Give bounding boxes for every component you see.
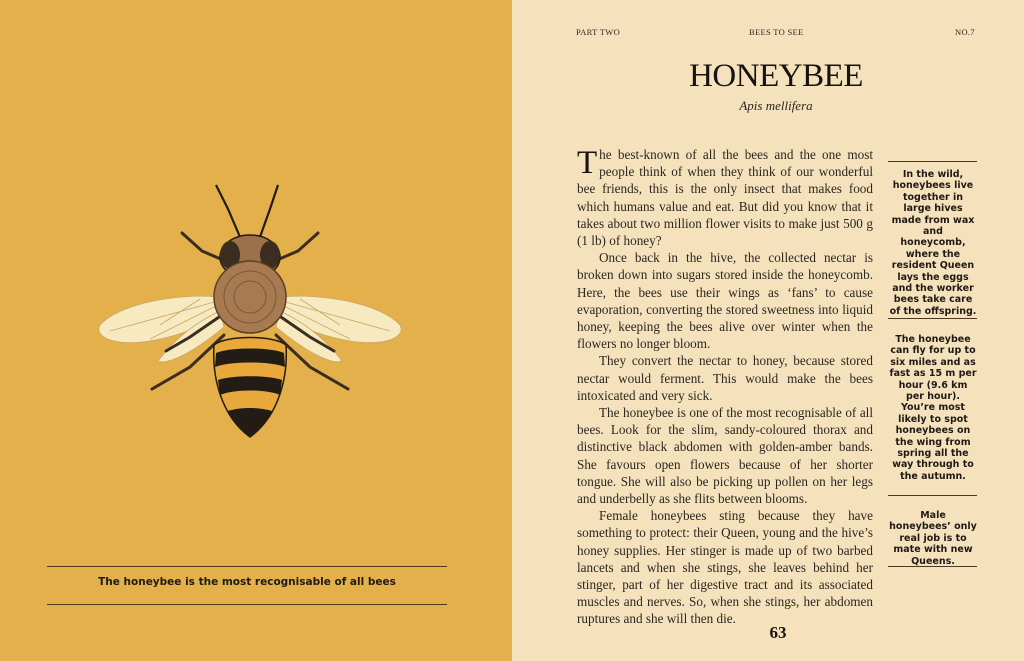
side-note-1: In the wild, honeybees live together in large hives made from wax and honeycomb, where the resident Queen lays the eggs and the worker bees take care of the offspring. <box>889 169 977 317</box>
antenna-right <box>260 185 278 237</box>
paragraph-2: Once back in the hive, the collected nectar is broken down into sugars stored inside the honeycomb. Here, the bees use their wings as ‘fans’ to cause evaporation, converting the stored sweetness into liquid honey, keeping the bees alive over winter when the flowers no longer bloom. <box>577 250 873 352</box>
page-number: 63 <box>769 623 787 642</box>
caption-rule-top <box>47 566 447 567</box>
drop-cap: T <box>577 145 598 181</box>
side-note-3: Male honeybees’ only real job is to mate with new Queens. <box>889 510 977 567</box>
running-head-chapter: BEES TO SEE <box>749 27 804 37</box>
sidebar-rule-1 <box>888 161 977 162</box>
sidebar-rule-3 <box>888 495 977 496</box>
running-head-number: NO.7 <box>955 27 975 37</box>
paragraph-3: They convert the nectar to honey, because stored nectar would ferment. This would make the bees intoxicated and very sick. <box>577 353 873 403</box>
paragraph-4: The honeybee is one of the most recognisable of all bees. Look for the slim, sandy-coloured thorax and distinctive black abdomen with golden-amber bands. She favours open flowers because of her shorter tongue. She will also be picking up pollen on her legs and underbelly as she flits between blooms. <box>577 405 873 507</box>
honeybee-illustration <box>90 175 410 450</box>
latin-name: Apis mellifera <box>739 98 813 113</box>
bee-thorax <box>214 261 286 333</box>
side-note-2: The honeybee can fly for up to six miles and as fast as 15 m per hour (9.6 km per hour). You’re most likely to spot honeybees on the wing from spring all the way through to the autumn. <box>889 334 977 482</box>
antenna-left <box>216 185 240 237</box>
paragraph-1: The best-known of all the bees and the one most people think of when they think of our wonderful bee friends, this is the only insect that makes food which humans value and eat. But did you know that it takes about two million flower visits to make just 500 g (1 lb) of honey? <box>577 145 873 249</box>
sidebar-rule-2 <box>888 318 977 319</box>
body-text <box>577 146 873 628</box>
paragraph-5: Female honeybees sting because they have something to protect: their Queen, young and the hive’s honey supplies. Her stinger is made up of two barbed lancets and when she stings, she leaves behind her stinger, part of her digestive tract and its associated muscles and nerves. So, when she stings, her abdomen ruptures and she will then die. <box>577 508 873 627</box>
caption-rule-bottom <box>47 604 447 605</box>
running-head-section: PART TWO <box>576 27 621 37</box>
illustration-caption: The honeybee is the most recognisable of all bees <box>98 576 396 588</box>
page-title: HONEYBEE <box>689 58 863 94</box>
bee-abdomen <box>214 338 287 438</box>
sidebar-rule-4 <box>888 566 977 567</box>
